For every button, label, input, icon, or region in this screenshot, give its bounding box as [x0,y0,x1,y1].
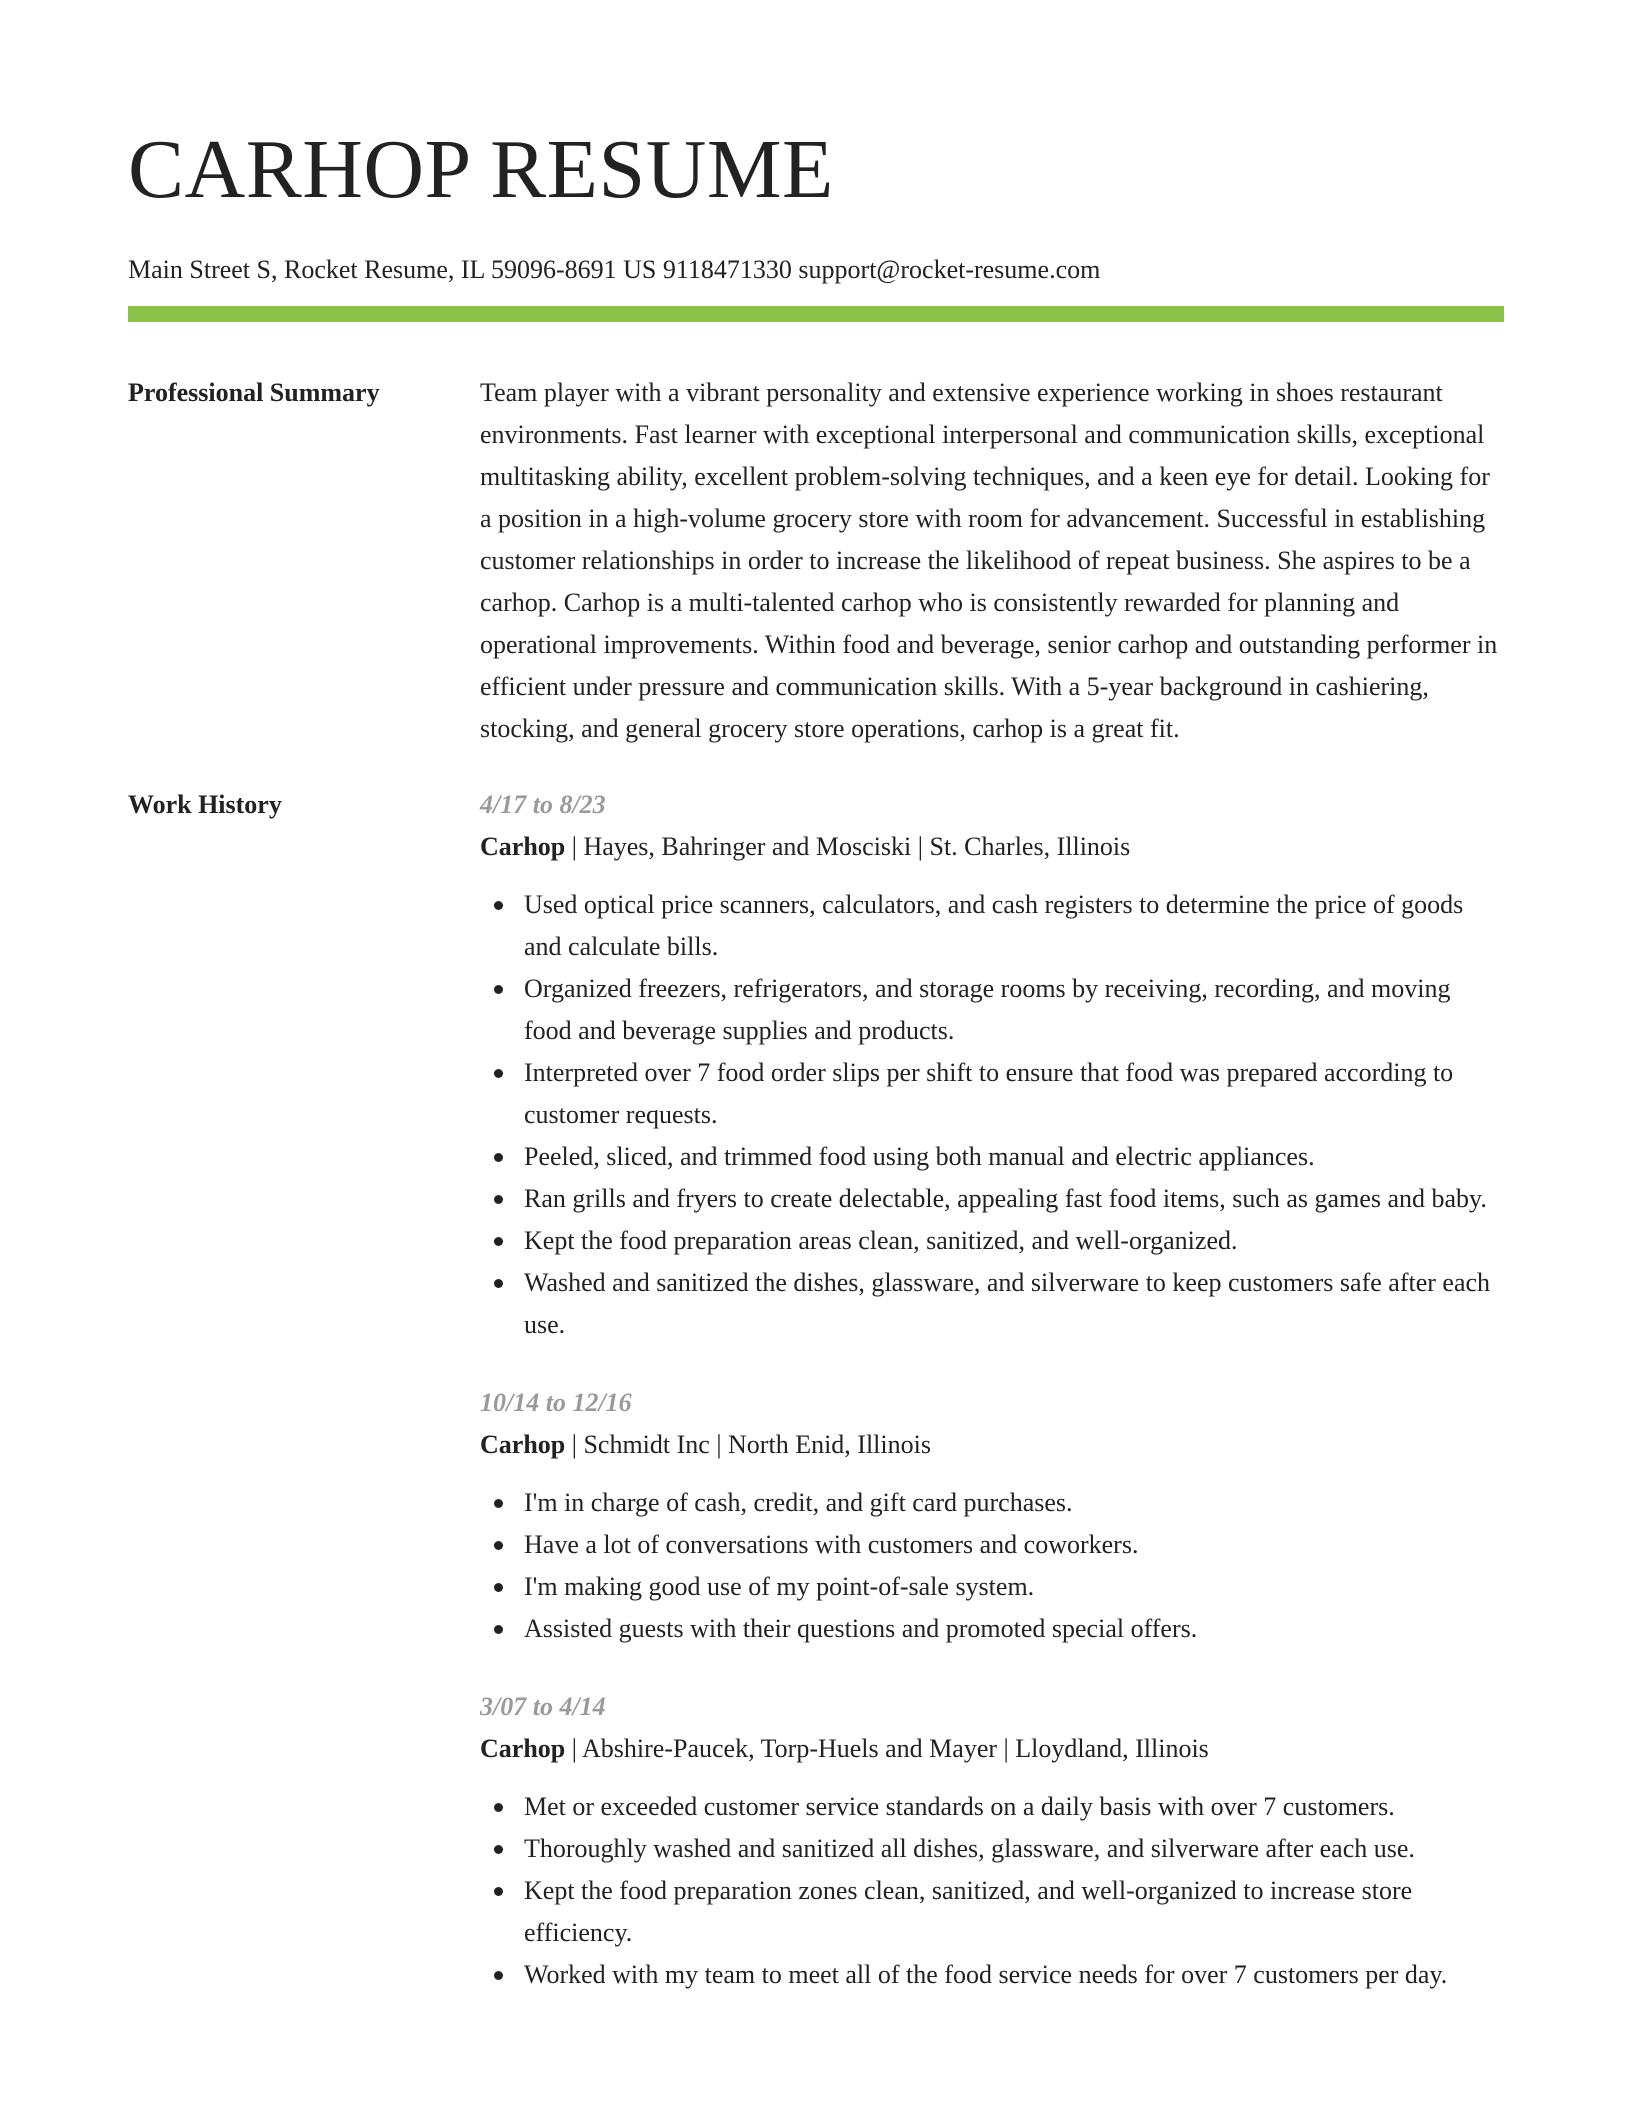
job-bullets [480,884,1504,1346]
job-details: | Schmidt Inc | North Enid, Illinois [565,1430,931,1459]
summary-section [128,372,1504,750]
bullet-item [480,884,1504,968]
job-details: | Hayes, Bahringer and Mosciski | St. Charles, Illinois [565,832,1131,861]
bullet-dot-icon [494,1069,503,1078]
bullet-item [480,1566,1504,1608]
job-title-line [480,1728,1504,1770]
job-entry [480,1382,1504,1650]
bullet-dot-icon [494,985,503,994]
job-title: Carhop [480,1430,566,1459]
bullet-dot-icon [494,901,503,910]
job-title-line [480,826,1504,868]
summary-text: Team player with a vibrant personality and extensive experience working in shoes restaurant environments. Fast learner with exceptional interpersonal and communication skills, exceptional multitasking ability, excellent problem-solving techniques, and a keen eye for detail. Looking for a position in a high-volume grocery store with room for advancement. Successful in establishing customer relationships in order to increase the likelihood of repeat business. She aspires to be a carhop. Carhop is a multi-talented carhop who is consistently rewarded for planning and operational improvements. Within food and beverage, senior carhop and outstanding performer in efficient under pressure and communication skills. With a 5-year background in cashiering, stocking, and general grocery store operations, carhop is a great fit. [480,378,1498,743]
bullet-item [480,1178,1504,1220]
bullet-dot-icon [494,1195,503,1204]
bullet-item [480,1482,1504,1524]
bullet-text: Worked with my team to meet all of the food service needs for over 7 customers per day. [524,1960,1448,1989]
job-title: Carhop [480,832,566,861]
work-history-section [128,784,1504,1996]
job-bullets [480,1786,1504,1996]
bullet-item [480,1608,1504,1650]
job-title: Carhop [480,1734,566,1763]
header-divider [128,306,1504,322]
bullet-dot-icon [494,1803,503,1812]
job-entry [480,784,1504,1346]
job-details: | Abshire-Paucek, Torp-Huels and Mayer | Lloydland, Illinois [565,1734,1209,1763]
bullet-dot-icon [494,1583,503,1592]
resume-page [128,0,1504,1996]
bullet-text: Kept the food preparation areas clean, sanitized, and well-organized. [524,1226,1238,1255]
resume-title: CARHOP RESUME [128,123,834,216]
bullet-text: I'm in charge of cash, credit, and gift card purchases. [524,1488,1073,1517]
bullet-dot-icon [494,1625,503,1634]
bullet-text: Used optical price scanners, calculators, and cash registers to determine the price of goods and calculate bills. [524,890,1464,961]
job-dates: 10/14 to 12/16 [480,1388,632,1417]
bullet-item [480,1786,1504,1828]
bullet-item [480,1262,1504,1346]
job-title-line [480,1424,1504,1466]
summary-body [480,372,1504,750]
bullet-item [480,1052,1504,1136]
contact-line [128,254,1504,286]
job-bullets [480,1482,1504,1650]
contact-phone: 9118471330 [662,255,792,284]
job-dates: 4/17 to 8/23 [480,790,606,819]
bullet-text: Assisted guests with their questions and promoted special offers. [524,1614,1198,1643]
bullet-dot-icon [494,1845,503,1854]
bullet-text: Washed and sanitized the dishes, glassware, and silverware to keep customers safe after each use. [524,1268,1491,1339]
bullet-text: Interpreted over 7 food order slips per shift to ensure that food was prepared according to customer requests. [524,1058,1454,1129]
bullet-text: Kept the food preparation zones clean, sanitized, and well-organized to increase store efficiency. [524,1876,1413,1947]
bullet-text: Ran grills and fryers to create delectable, appealing fast food items, such as games and baby. [524,1184,1487,1213]
job-dates: 3/07 to 4/14 [480,1692,606,1721]
bullet-text: Have a lot of conversations with customers and coworkers. [524,1530,1139,1559]
bullet-dot-icon [494,1279,503,1288]
bullet-text: Thoroughly washed and sanitized all dishes, glassware, and silverware after each use. [524,1834,1415,1863]
bullet-dot-icon [494,1887,503,1896]
work-history-heading: Work History [128,790,282,819]
bullet-dot-icon [494,1971,503,1980]
summary-heading: Professional Summary [128,378,380,407]
work-history-body [480,784,1504,1996]
contact-email: support@rocket-resume.com [798,255,1101,284]
bullet-item [480,968,1504,1052]
bullet-text: Organized freezers, refrigerators, and storage rooms by receiving, recording, and moving food and beverage supplies and products. [524,974,1451,1045]
contact-address: Main Street S, Rocket Resume, IL 59096-8691 US [128,255,657,284]
bullet-dot-icon [494,1153,503,1162]
bullet-dot-icon [494,1237,503,1246]
bullet-text: Peeled, sliced, and trimmed food using both manual and electric appliances. [524,1142,1315,1171]
bullet-item [480,1524,1504,1566]
bullet-text: Met or exceeded customer service standards on a daily basis with over 7 customers. [524,1792,1395,1821]
bullet-item [480,1136,1504,1178]
bullet-dot-icon [494,1499,503,1508]
bullet-item [480,1954,1504,1996]
bullet-text: I'm making good use of my point-of-sale system. [524,1572,1035,1601]
bullet-item [480,1828,1504,1870]
job-entry [480,1686,1504,1996]
bullet-item [480,1220,1504,1262]
bullet-dot-icon [494,1541,503,1550]
bullet-item [480,1870,1504,1954]
